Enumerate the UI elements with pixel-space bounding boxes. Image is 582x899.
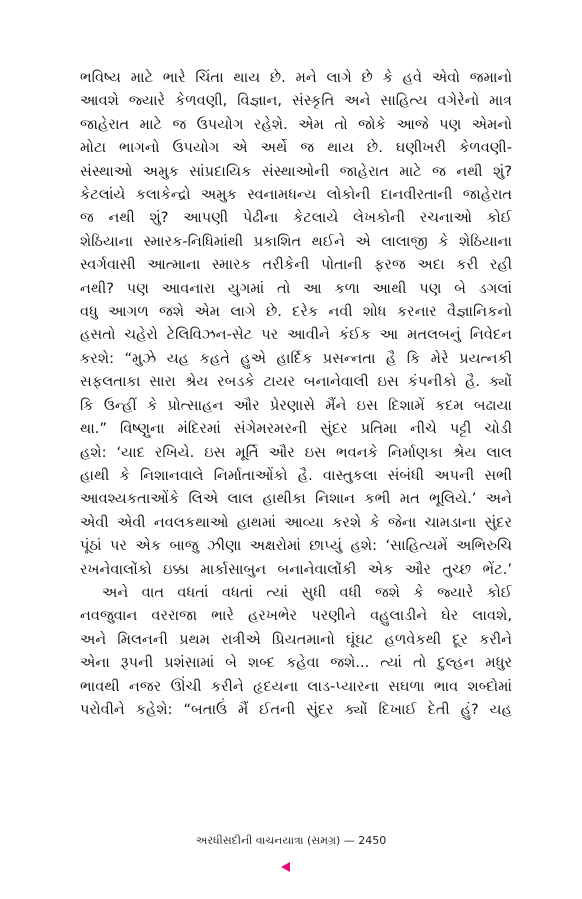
text-line: કેટલાંયે કલાકેન્દ્રો અમુક સ્વનામધન્ય લોકોની દાનવીરતાની જાહેરાત — [80, 186, 512, 204]
text-line: હાથી કે નિશાનવાલે નિર્માતાઓંકો હૈ. વાસ્તુકલા સંબંધી અપની સભી — [80, 466, 512, 484]
text-line: જાહેરાત માટે જ ઉપયોગ રહેશે. એમ તો જોકે આજે પણ એમનો — [80, 115, 512, 133]
text-line: થા.” વિષ્ણુના મંદિરમાં સંગેમરમરની સુંદર પ્રતિમા નીચે પટ્ટી ચોડી — [80, 420, 512, 438]
text-line: નથી? પણ આવનારા યુગમાં તો આ કળા આથી પણ બે ડગલાં — [80, 279, 512, 297]
text-line: એના રૂપની પ્રશંસામાં બે શબ્દ કહેવા જશે... ત્યાં તો દુલ્હન મધુર — [80, 654, 512, 672]
text-line: હશે: ‘યાદ રખિયે. ઇસ મૂર્તિ ઔર ઇસ ભવનકે નિર્માણકા શ્રેય લાલ — [80, 443, 512, 461]
text-line: આવશ્યકતાઓંકે લિએ લાલ હાથીકા નિશાન કભી મત ભૂલિયે.’ અને — [80, 490, 512, 508]
text-line: પૂંઠાં પર એક બાજુ ઝીણા અક્ષરોમાં છાપ્યું હશે: ‘સાહિત્યમેં અભિરુચિ — [80, 537, 512, 555]
text-line: મોટા ભાગનો ઉપયોગ એ અર્થે જ થાય છે. ઘણીખરી કેળવણી- — [80, 139, 512, 157]
text-line: ભવિષ્ય માટે ભારે ચિંતા થાય છે. મને લાગે છે કે હવે એવો જમાનો — [80, 69, 512, 86]
triangle-left-icon[interactable] — [281, 862, 290, 872]
text-line: ભાવથી નજર ઊંચી કરીને હૃદયના લાડ-પ્યારના સઘળા ભાવ શબ્દોમાં — [80, 677, 512, 695]
text-line: રખનેવાલોંકો ઇક્કા માર્કાસાબુન બનાનેવાલોંકી એક ઔર તુચ્છ ભેંટ.’ — [80, 560, 512, 578]
text-line: સફલતાકા સારા શ્રેય રબડકે ટાયર બનાનેવાલી ઇસ કંપનીકો હૈ. ક્યોં — [80, 373, 512, 391]
text-line: અને મિલનની પ્રથમ રાત્રીએ પ્રિયતમાનો ઘૂંઘટ હળવેકથી દૂર કરીને — [80, 630, 512, 648]
page-footer: અરધીસદીની વાચનયાત્રા (સમગ્ર) — 2450 — [195, 834, 387, 847]
text-line: સંસ્થાઓ અમુક સાંપ્રદાયિક સંસ્થાઓની જાહેરાત માટે જ નથી શું? — [80, 162, 512, 180]
text-line: કિ ઉન્હીં કે પ્રોત્સાહન ઔર પ્રેરણાસે મૈંને ઇસ દિશામેં કદમ બઢાયા — [80, 396, 512, 414]
paragraph-2 — [80, 581, 512, 721]
paragraph-1 — [80, 66, 512, 581]
text-line: નવજુવાન વરરાજા ભારે હરખભેર પરણીને વહુલાડીને ઘેર લાવશે, — [80, 607, 512, 625]
text-line: શેઠિયાના સ્મારક-નિધિમાંથી પ્રકાશિત થઈને એ લાલાજી કે શેઠિયાના — [80, 232, 512, 250]
text-line: એવી એવી નવલકથાઓ હાથમાં આવ્યા કરશે કે જેના ચામડાના સુંદર — [80, 513, 512, 531]
text-line: અને વાત વધતાં વધતાં ત્યાં સુધી વધી જશે કે જ્યારે કોઈ — [102, 583, 512, 601]
text-line: પરોવીને કહેશે: “બતાઉં મૈં ઈતની સુંદર ક્યોં દિખાઈ દેતી હું? યહ — [80, 700, 512, 718]
text-line: હસતો ચહેરો ટેલિવિઝન-સેટ પર આવીને કંઈક આ મતલબનું નિવેદન — [80, 326, 512, 344]
text-line: સ્વર્ગવાસી આત્માના સ્મારક તરીકેની પોતાની ફરજ અદા કરી રહી — [80, 256, 512, 274]
text-line: આવશે જ્યારે કેળવણી, વિજ્ઞાન, સંસ્કૃતિ અને સાહિત્ય વગેરેનો માત્ર — [80, 92, 512, 110]
text-line: વધુ આગળ જશે એમ લાગે છે. દરેક નવી શોધ કરનાર વૈજ્ઞાનિકનો — [80, 303, 512, 321]
page-body — [80, 66, 512, 721]
text-line: જ નથી શું? આપણી પેઢીના કેટલાયે લેખકોની રચનાઓ કોઈ — [80, 209, 512, 227]
text-line: કરશે: “મુઝે યહ કહતે હુએ હાર્દિક પ્રસન્નતા હૈ કિ મેરે પ્રયત્નકી — [80, 349, 512, 367]
